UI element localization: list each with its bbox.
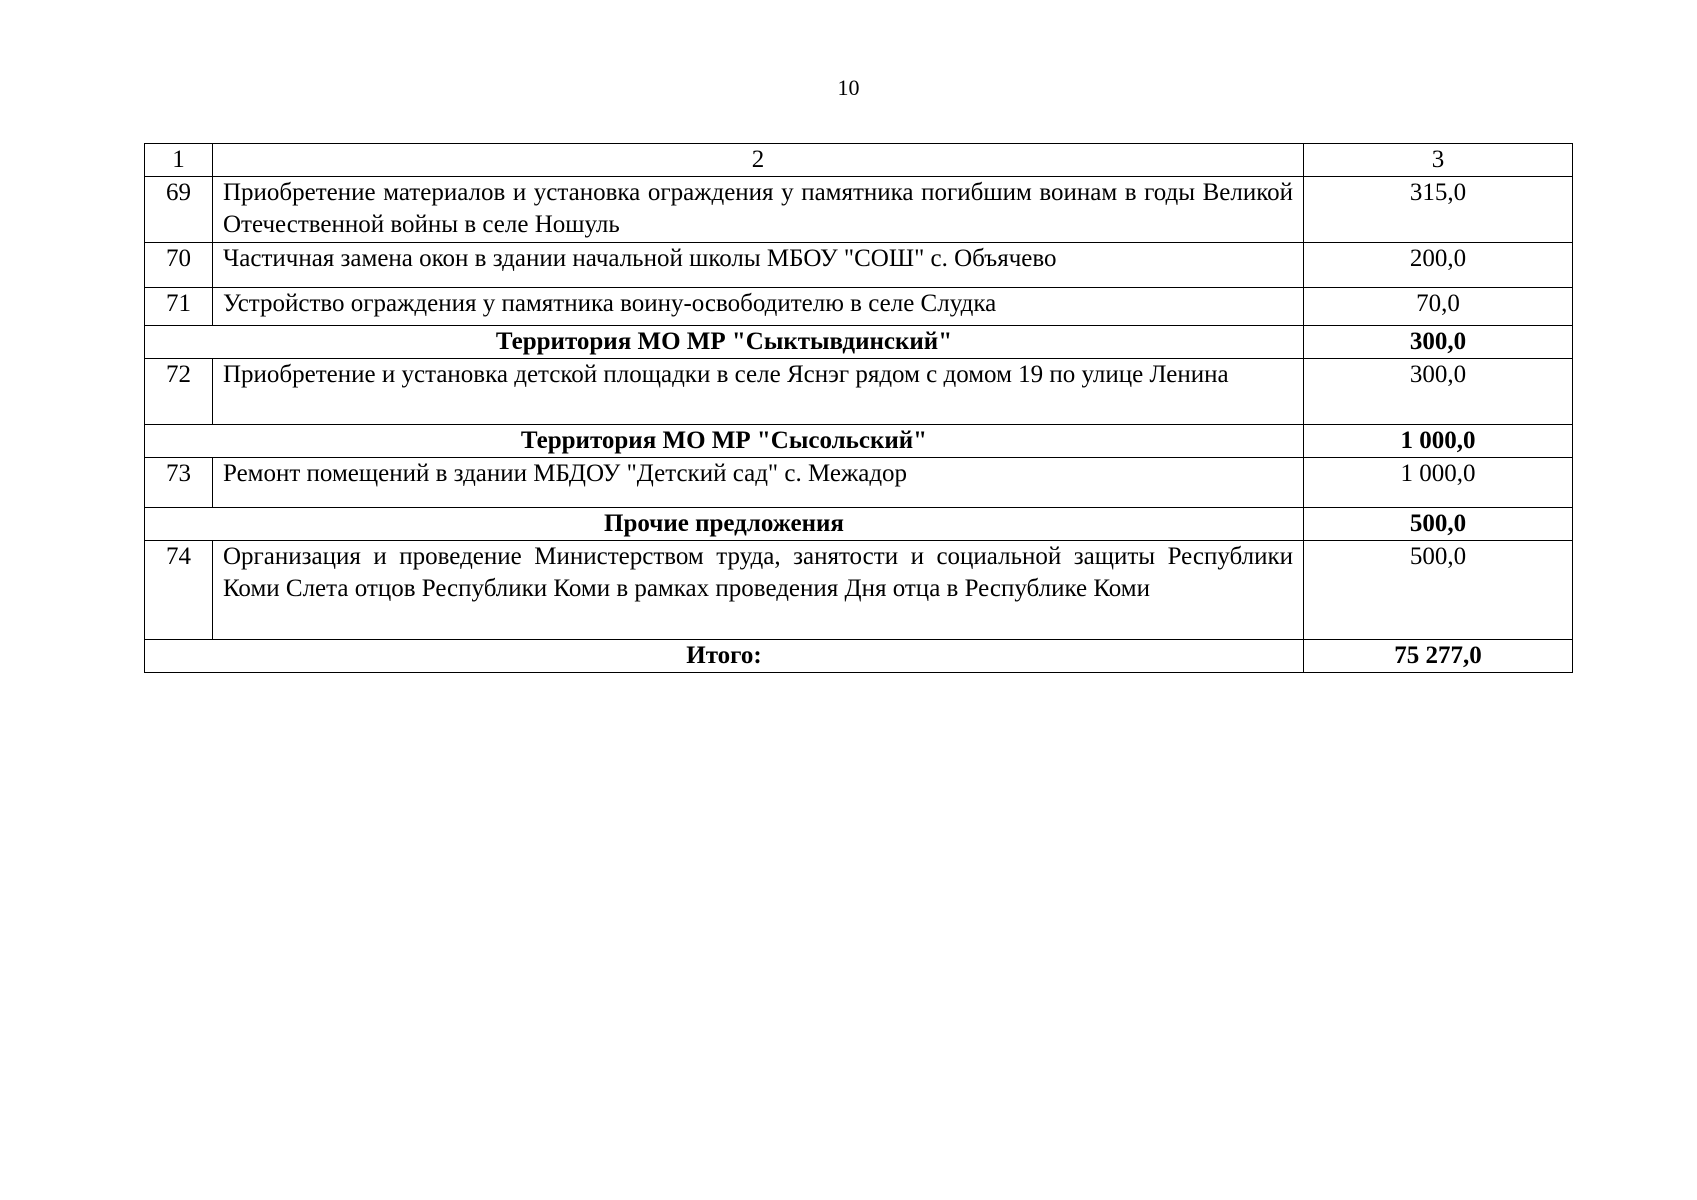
row-number: 74	[145, 541, 213, 640]
section-amount: 500,0	[1304, 508, 1573, 541]
column-sum-header: 3	[1304, 144, 1573, 177]
table-row	[145, 177, 1573, 243]
row-number: 69	[145, 177, 213, 243]
row-amount: 315,0	[1304, 177, 1573, 243]
row-amount: 1 000,0	[1304, 458, 1573, 508]
row-number: 72	[145, 359, 213, 425]
funding-table	[144, 143, 1573, 673]
row-description: Организация и проведение Министерством труда, занятости и социальной защиты Республики Коми Слета отцов Республики Коми в рамках проведения Дня отца в Республике Коми	[213, 541, 1304, 640]
total-label: Итого:	[145, 640, 1304, 673]
section-amount: 300,0	[1304, 326, 1573, 359]
row-number: 71	[145, 288, 213, 326]
page-number: 10	[837, 75, 860, 100]
row-description: Ремонт помещений в здании МБДОУ "Детский сад" с. Межадор	[213, 458, 1304, 508]
total-amount: 75 277,0	[1304, 640, 1573, 673]
section-title: Территория МО МР "Сыктывдинский"	[145, 326, 1304, 359]
total-row	[145, 640, 1573, 673]
row-amount: 200,0	[1304, 243, 1573, 288]
table-row	[145, 243, 1573, 288]
row-amount: 70,0	[1304, 288, 1573, 326]
section-amount: 1 000,0	[1304, 425, 1573, 458]
row-description: Приобретение материалов и установка ограждения у памятника погибшим воинам в годы Великой Отечественной войны в селе Ношуль	[213, 177, 1304, 243]
table-row	[145, 288, 1573, 326]
section-row	[145, 508, 1573, 541]
table-row	[145, 359, 1573, 425]
row-description: Приобретение и установка детской площадки в селе Яснэг рядом с домом 19 по улице Ленина	[213, 359, 1304, 425]
row-description: Частичная замена окон в здании начальной школы МБОУ "СОШ" с. Объячево	[213, 243, 1304, 288]
table-row	[145, 458, 1573, 508]
table-header-row	[145, 144, 1573, 177]
row-number: 73	[145, 458, 213, 508]
row-amount: 300,0	[1304, 359, 1573, 425]
row-amount: 500,0	[1304, 541, 1573, 640]
section-title: Территория МО МР "Сысольский"	[145, 425, 1304, 458]
section-row	[145, 326, 1573, 359]
section-row	[145, 425, 1573, 458]
column-number-header: 1	[145, 144, 213, 177]
column-name-header: 2	[213, 144, 1304, 177]
row-number: 70	[145, 243, 213, 288]
table-row	[145, 541, 1573, 640]
row-description: Устройство ограждения у памятника воину-освободителю в селе Слудка	[213, 288, 1304, 326]
section-title: Прочие предложения	[145, 508, 1304, 541]
